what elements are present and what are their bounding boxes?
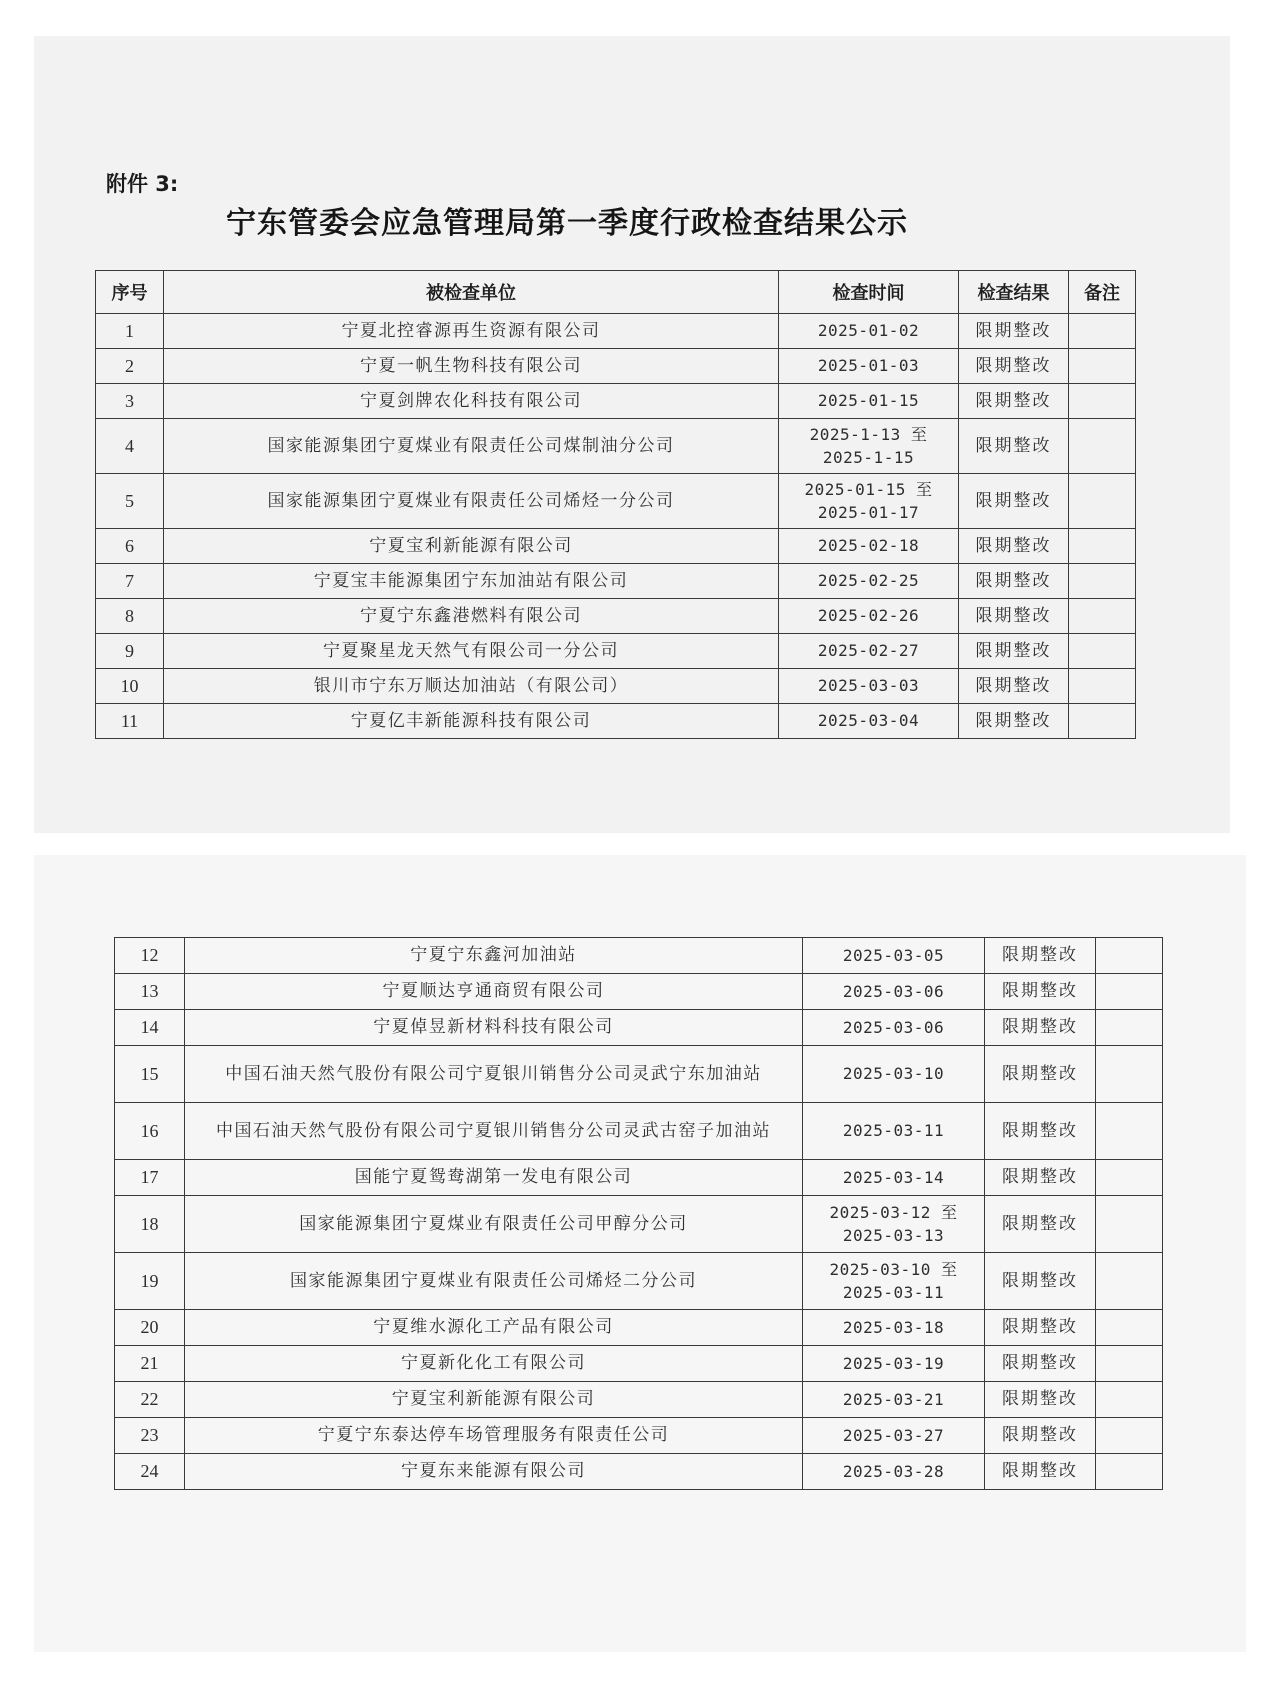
row-result: 限期整改 [985,938,1096,974]
table-row [115,1382,1163,1418]
row-unit: 宁夏聚星龙天然气有限公司一分公司 [164,634,779,669]
row-date-line: 2025-03-14 [842,1167,945,1187]
row-result: 限期整改 [985,1418,1096,1454]
row-date [803,938,985,974]
row-date-line: 2025-03-27 [842,1425,945,1445]
row-note [1096,1196,1163,1253]
row-seq: 13 [115,974,185,1010]
row-unit: 国家能源集团宁夏煤业有限责任公司煤制油分公司 [164,419,779,474]
row-date [803,1454,985,1490]
row-date [779,314,959,349]
page-title: 宁东管委会应急管理局第一季度行政检查结果公示 [226,206,908,241]
row-note [1069,634,1136,669]
table-row [115,1103,1163,1160]
row-unit: 宁夏宁东泰达停车场管理服务有限责任公司 [185,1418,803,1454]
table-header-row [96,271,1136,314]
row-date-line: 2025-03-10 至 [829,1259,958,1279]
row-result: 限期整改 [985,1253,1096,1310]
row-seq: 22 [115,1382,185,1418]
row-unit: 国家能源集团宁夏煤业有限责任公司烯烃二分公司 [185,1253,803,1310]
row-date [779,419,959,474]
row-seq: 23 [115,1418,185,1454]
table-row [115,1253,1163,1310]
row-note [1069,474,1136,529]
row-result: 限期整改 [985,1196,1096,1253]
row-result: 限期整改 [985,1382,1096,1418]
row-note [1069,349,1136,384]
row-date [779,704,959,739]
row-unit: 宁夏北控睿源再生资源有限公司 [164,314,779,349]
row-date [779,669,959,704]
row-note [1069,704,1136,739]
row-note [1096,1382,1163,1418]
row-date-line: 2025-02-18 [817,536,920,556]
row-seq: 3 [96,384,164,419]
row-date [803,1346,985,1382]
row-note [1069,419,1136,474]
row-date-line: 2025-02-25 [817,571,920,591]
row-unit: 中国石油天然气股份有限公司宁夏银川销售分公司灵武古窑子加油站 [185,1103,803,1160]
row-result: 限期整改 [985,1346,1096,1382]
table-row [115,1454,1163,1490]
row-result: 限期整改 [985,1454,1096,1490]
row-seq: 14 [115,1010,185,1046]
row-date [779,634,959,669]
row-date-line: 2025-01-15 至 [804,479,933,499]
row-unit: 宁夏宁东鑫港燃料有限公司 [164,599,779,634]
row-date-line: 2025-03-12 至 [829,1202,958,1222]
header-seq: 序号 [96,271,164,314]
row-seq: 16 [115,1103,185,1160]
table-body-page-2 [115,938,1163,1490]
row-date-line: 2025-03-10 [842,1064,945,1084]
row-unit: 宁夏东来能源有限公司 [185,1454,803,1490]
row-result: 限期整改 [959,599,1069,634]
table-row [96,599,1136,634]
document-page-2 [34,855,1246,1652]
table-row [96,564,1136,599]
row-unit: 国能宁夏鸳鸯湖第一发电有限公司 [185,1160,803,1196]
row-date [803,974,985,1010]
row-unit: 银川市宁东万顺达加油站（有限公司） [164,669,779,704]
row-result: 限期整改 [985,1103,1096,1160]
row-seq: 7 [96,564,164,599]
row-seq: 15 [115,1046,185,1103]
row-date [803,1310,985,1346]
row-note [1096,1010,1163,1046]
row-unit: 宁夏顺达亨通商贸有限公司 [185,974,803,1010]
row-note [1069,669,1136,704]
table-row [96,669,1136,704]
row-date [803,1103,985,1160]
table-row [96,419,1136,474]
row-seq: 24 [115,1454,185,1490]
row-date [803,1418,985,1454]
row-note [1096,1160,1163,1196]
header-note: 备注 [1069,271,1136,314]
row-note [1069,314,1136,349]
table-row [115,1418,1163,1454]
row-note [1069,599,1136,634]
row-seq: 21 [115,1346,185,1382]
row-note [1096,974,1163,1010]
row-result: 限期整改 [959,634,1069,669]
row-seq: 1 [96,314,164,349]
row-unit: 宁夏亿丰新能源科技有限公司 [164,704,779,739]
row-result: 限期整改 [959,349,1069,384]
table-row [96,704,1136,739]
row-result: 限期整改 [959,529,1069,564]
inspection-table-page-1 [95,270,1136,739]
row-date-line: 2025-03-06 [842,981,945,1001]
row-seq: 2 [96,349,164,384]
table-row [115,938,1163,974]
row-date-line: 2025-1-15 [822,448,915,467]
row-date [803,1382,985,1418]
row-note [1096,938,1163,974]
row-note [1069,384,1136,419]
row-result: 限期整改 [959,314,1069,349]
header-result: 检查结果 [959,271,1069,314]
row-date-line: 2025-03-28 [842,1461,945,1481]
row-result: 限期整改 [959,384,1069,419]
row-seq: 19 [115,1253,185,1310]
header-date: 检查时间 [779,271,959,314]
table-row [96,634,1136,669]
row-date [803,1046,985,1103]
row-note [1096,1046,1163,1103]
row-date-line: 2025-03-19 [842,1353,945,1373]
document-page-1 [34,36,1230,833]
row-unit: 宁夏一帆生物科技有限公司 [164,349,779,384]
table-row [96,314,1136,349]
row-unit: 宁夏维水源化工产品有限公司 [185,1310,803,1346]
row-date [779,349,959,384]
row-unit: 宁夏倬昱新材料科技有限公司 [185,1010,803,1046]
table-row [115,1160,1163,1196]
row-date [803,1253,985,1310]
row-date-line: 2025-01-03 [817,356,920,376]
row-date-line: 2025-03-05 [842,945,945,965]
row-date-line: 2025-03-21 [842,1389,945,1409]
row-note [1069,564,1136,599]
row-date [779,599,959,634]
inspection-table-page-2 [114,937,1163,1490]
row-unit: 国家能源集团宁夏煤业有限责任公司甲醇分公司 [185,1196,803,1253]
row-date-line: 2025-03-13 [842,1226,945,1245]
row-result: 限期整改 [959,669,1069,704]
row-seq: 6 [96,529,164,564]
table-row [96,349,1136,384]
row-date-line: 2025-03-06 [842,1017,945,1037]
table-row [96,474,1136,529]
attachment-label: 附件 3: [106,172,179,196]
row-seq: 11 [96,704,164,739]
row-date-line: 2025-03-18 [842,1317,945,1337]
row-unit: 宁夏宁东鑫河加油站 [185,938,803,974]
row-note [1069,529,1136,564]
row-note [1096,1310,1163,1346]
row-date [803,1160,985,1196]
table-body-page-1 [96,314,1136,739]
row-seq: 10 [96,669,164,704]
table-row [115,1346,1163,1382]
table-row [96,529,1136,564]
row-date-line: 2025-02-26 [817,606,920,626]
row-note [1096,1253,1163,1310]
row-date [779,564,959,599]
row-date-line: 2025-02-27 [817,641,920,661]
row-result: 限期整改 [985,1046,1096,1103]
row-unit: 宁夏剑牌农化科技有限公司 [164,384,779,419]
row-date-line: 2025-03-04 [817,711,920,731]
row-unit: 宁夏宝利新能源有限公司 [185,1382,803,1418]
row-unit: 国家能源集团宁夏煤业有限责任公司烯烃一分公司 [164,474,779,529]
row-date [803,1010,985,1046]
row-note [1096,1454,1163,1490]
row-unit: 宁夏宝丰能源集团宁东加油站有限公司 [164,564,779,599]
row-seq: 18 [115,1196,185,1253]
row-result: 限期整改 [959,564,1069,599]
row-date [779,384,959,419]
row-date-line: 2025-03-11 [842,1121,945,1141]
row-result: 限期整改 [959,419,1069,474]
table-row [115,974,1163,1010]
row-unit: 宁夏新化化工有限公司 [185,1346,803,1382]
row-unit: 中国石油天然气股份有限公司宁夏银川销售分公司灵武宁东加油站 [185,1046,803,1103]
row-date-line: 2025-1-13 至 [809,424,928,444]
row-seq: 17 [115,1160,185,1196]
table-row [115,1046,1163,1103]
row-date-line: 2025-01-15 [817,391,920,411]
table-row [115,1310,1163,1346]
row-seq: 4 [96,419,164,474]
row-seq: 12 [115,938,185,974]
row-result: 限期整改 [959,474,1069,529]
row-date-line: 2025-01-02 [817,321,920,341]
row-result: 限期整改 [959,704,1069,739]
row-note [1096,1418,1163,1454]
table-row [115,1196,1163,1253]
row-seq: 8 [96,599,164,634]
row-date [779,474,959,529]
row-result: 限期整改 [985,1010,1096,1046]
row-date [779,529,959,564]
table-row [115,1010,1163,1046]
row-seq: 5 [96,474,164,529]
row-unit: 宁夏宝利新能源有限公司 [164,529,779,564]
table-row [96,384,1136,419]
row-note [1096,1346,1163,1382]
row-date-line: 2025-03-11 [842,1283,945,1302]
row-result: 限期整改 [985,1310,1096,1346]
row-note [1096,1103,1163,1160]
row-date-line: 2025-01-17 [817,503,920,522]
row-result: 限期整改 [985,1160,1096,1196]
row-seq: 9 [96,634,164,669]
row-date [803,1196,985,1253]
header-unit: 被检查单位 [164,271,779,314]
row-seq: 20 [115,1310,185,1346]
row-result: 限期整改 [985,974,1096,1010]
row-date-line: 2025-03-03 [817,676,920,696]
